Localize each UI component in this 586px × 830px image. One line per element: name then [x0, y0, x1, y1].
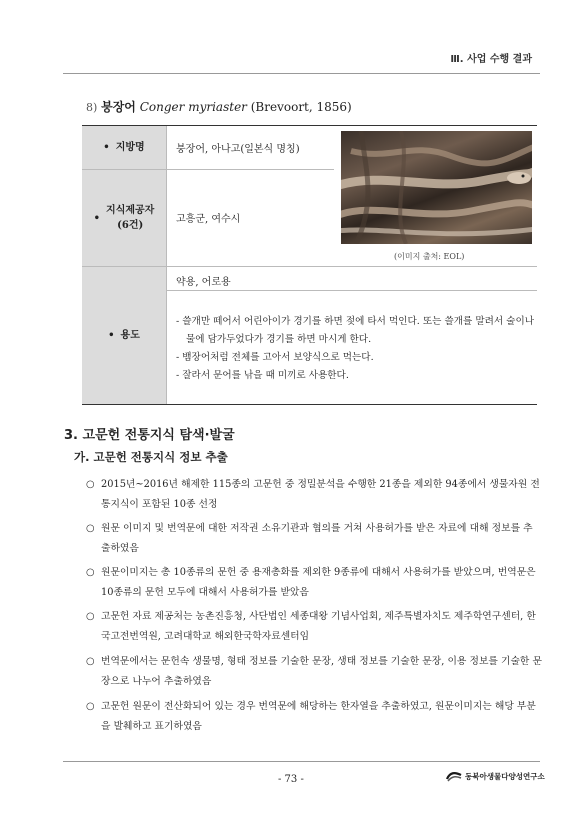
bullet-item: [86, 607, 542, 647]
usage-details: [176, 313, 534, 385]
species-korean-name: 붕장어: [101, 100, 136, 114]
page-number: - 73 -: [278, 774, 304, 785]
column-divider: [166, 126, 167, 404]
usage-item: - 잘라서 문어를 낚을 때 미끼로 사용한다.: [176, 370, 349, 381]
label-text: 용도: [120, 330, 140, 341]
circle-bullet-icon: ○: [86, 479, 95, 490]
running-header: Ⅲ. 사업 수행 결과: [450, 54, 532, 65]
circle-bullet-icon: ○: [86, 656, 95, 667]
species-number: 8): [86, 101, 98, 114]
bullet-item: [86, 475, 542, 515]
circle-bullet-icon: ○: [86, 611, 95, 622]
label-usage: • 용도: [82, 267, 166, 404]
bullet-item: [86, 519, 542, 559]
section-heading: 3. 고문헌 전통지식 탐색·발굴: [64, 428, 235, 443]
species-author: (Brevoort, 1856): [250, 100, 352, 114]
eel-photo: [341, 131, 532, 244]
bullet-item: [86, 652, 542, 692]
bullet-item: [86, 697, 542, 737]
label-text: 지방명: [115, 142, 145, 153]
circle-bullet-icon: ○: [86, 567, 95, 578]
eel-illustration: [341, 131, 532, 244]
label-local-name: • 지방명: [82, 126, 166, 169]
species-title: [86, 98, 352, 115]
usage-item: - 뱀장어처럼 전체를 고아서 보양식으로 먹는다.: [176, 352, 374, 363]
usage-summary: 약용, 어로용: [176, 277, 231, 288]
row-divider: [166, 290, 537, 291]
local-name-value: 붕장어, 아나고(일본식 명칭): [176, 144, 300, 155]
subsection-heading: 가. 고문헌 전통지식 정보 추출: [74, 450, 228, 464]
circle-bullet-icon: ○: [86, 523, 95, 534]
species-scientific-name: Conger myriaster: [139, 100, 247, 114]
label-text: 지식제공자 (6건): [106, 205, 155, 231]
photo-caption: (이미지 출처: EOL): [394, 252, 465, 261]
bullet-text: 원문이미지는 총 10종류의 문헌 중 용재총화를 제외한 9종류에 대해서 사용허가를 받았으며, 번역문은 10종류의 문헌 모두에 대해서 사용허가를 받았음: [101, 567, 536, 598]
bullet-text: 2015년~2016년 해제한 115종의 고문헌 중 정밀분석을 수행한 21종을 제외한 94종에서 생물자원 전통지식이 포함된 10종 선정: [101, 479, 540, 510]
bullet-text: 번역문에서는 문헌속 생물명, 형태 정보를 기술한 문장, 생태 정보를 기술한 문장, 이용 정보를 기술한 문장으로 나누어 추출하였음: [101, 656, 542, 687]
provider-value: 고흥군, 여수시: [176, 214, 241, 225]
footer-divider: [63, 761, 540, 762]
organization-name: 동북아생물다양성연구소: [465, 771, 545, 781]
table-bottom-rule: [82, 404, 537, 405]
wave-logo-icon: [446, 770, 462, 782]
organization-logo: [446, 770, 545, 782]
bullet-text: 고문헌 원문이 전산화되어 있는 경우 번역문에 해당하는 한자열을 추출하였고, 원문이미지는 해당 부분을 발췌하고 표기하였음: [101, 701, 536, 732]
header-divider: [63, 73, 540, 74]
circle-bullet-icon: ○: [86, 701, 95, 712]
label-knowledge-provider: • 지식제공자 (6건): [82, 170, 166, 266]
bullet-text: 고문헌 자료 제공처는 농촌진흥청, 사단법인 세종대왕 기념사업회, 제주특별자치도 제주학연구센터, 한국고전번역원, 고려대학교 해외한국학자료센터임: [101, 611, 536, 642]
usage-item: - 쓸개만 떼어서 어린아이가 경기를 하면 젖에 타서 먹인다. 또는 쓸개를 말려서 술이나 물에 담가두었다가 경기를 하면 마시게 한다.: [176, 316, 534, 345]
bullet-item: [86, 563, 542, 603]
bullet-text: 원문 이미지 및 번역문에 대한 저작권 소유기관과 협의를 거쳐 사용허가를 받은 자료에 대해 정보를 추출하였음: [101, 523, 533, 554]
